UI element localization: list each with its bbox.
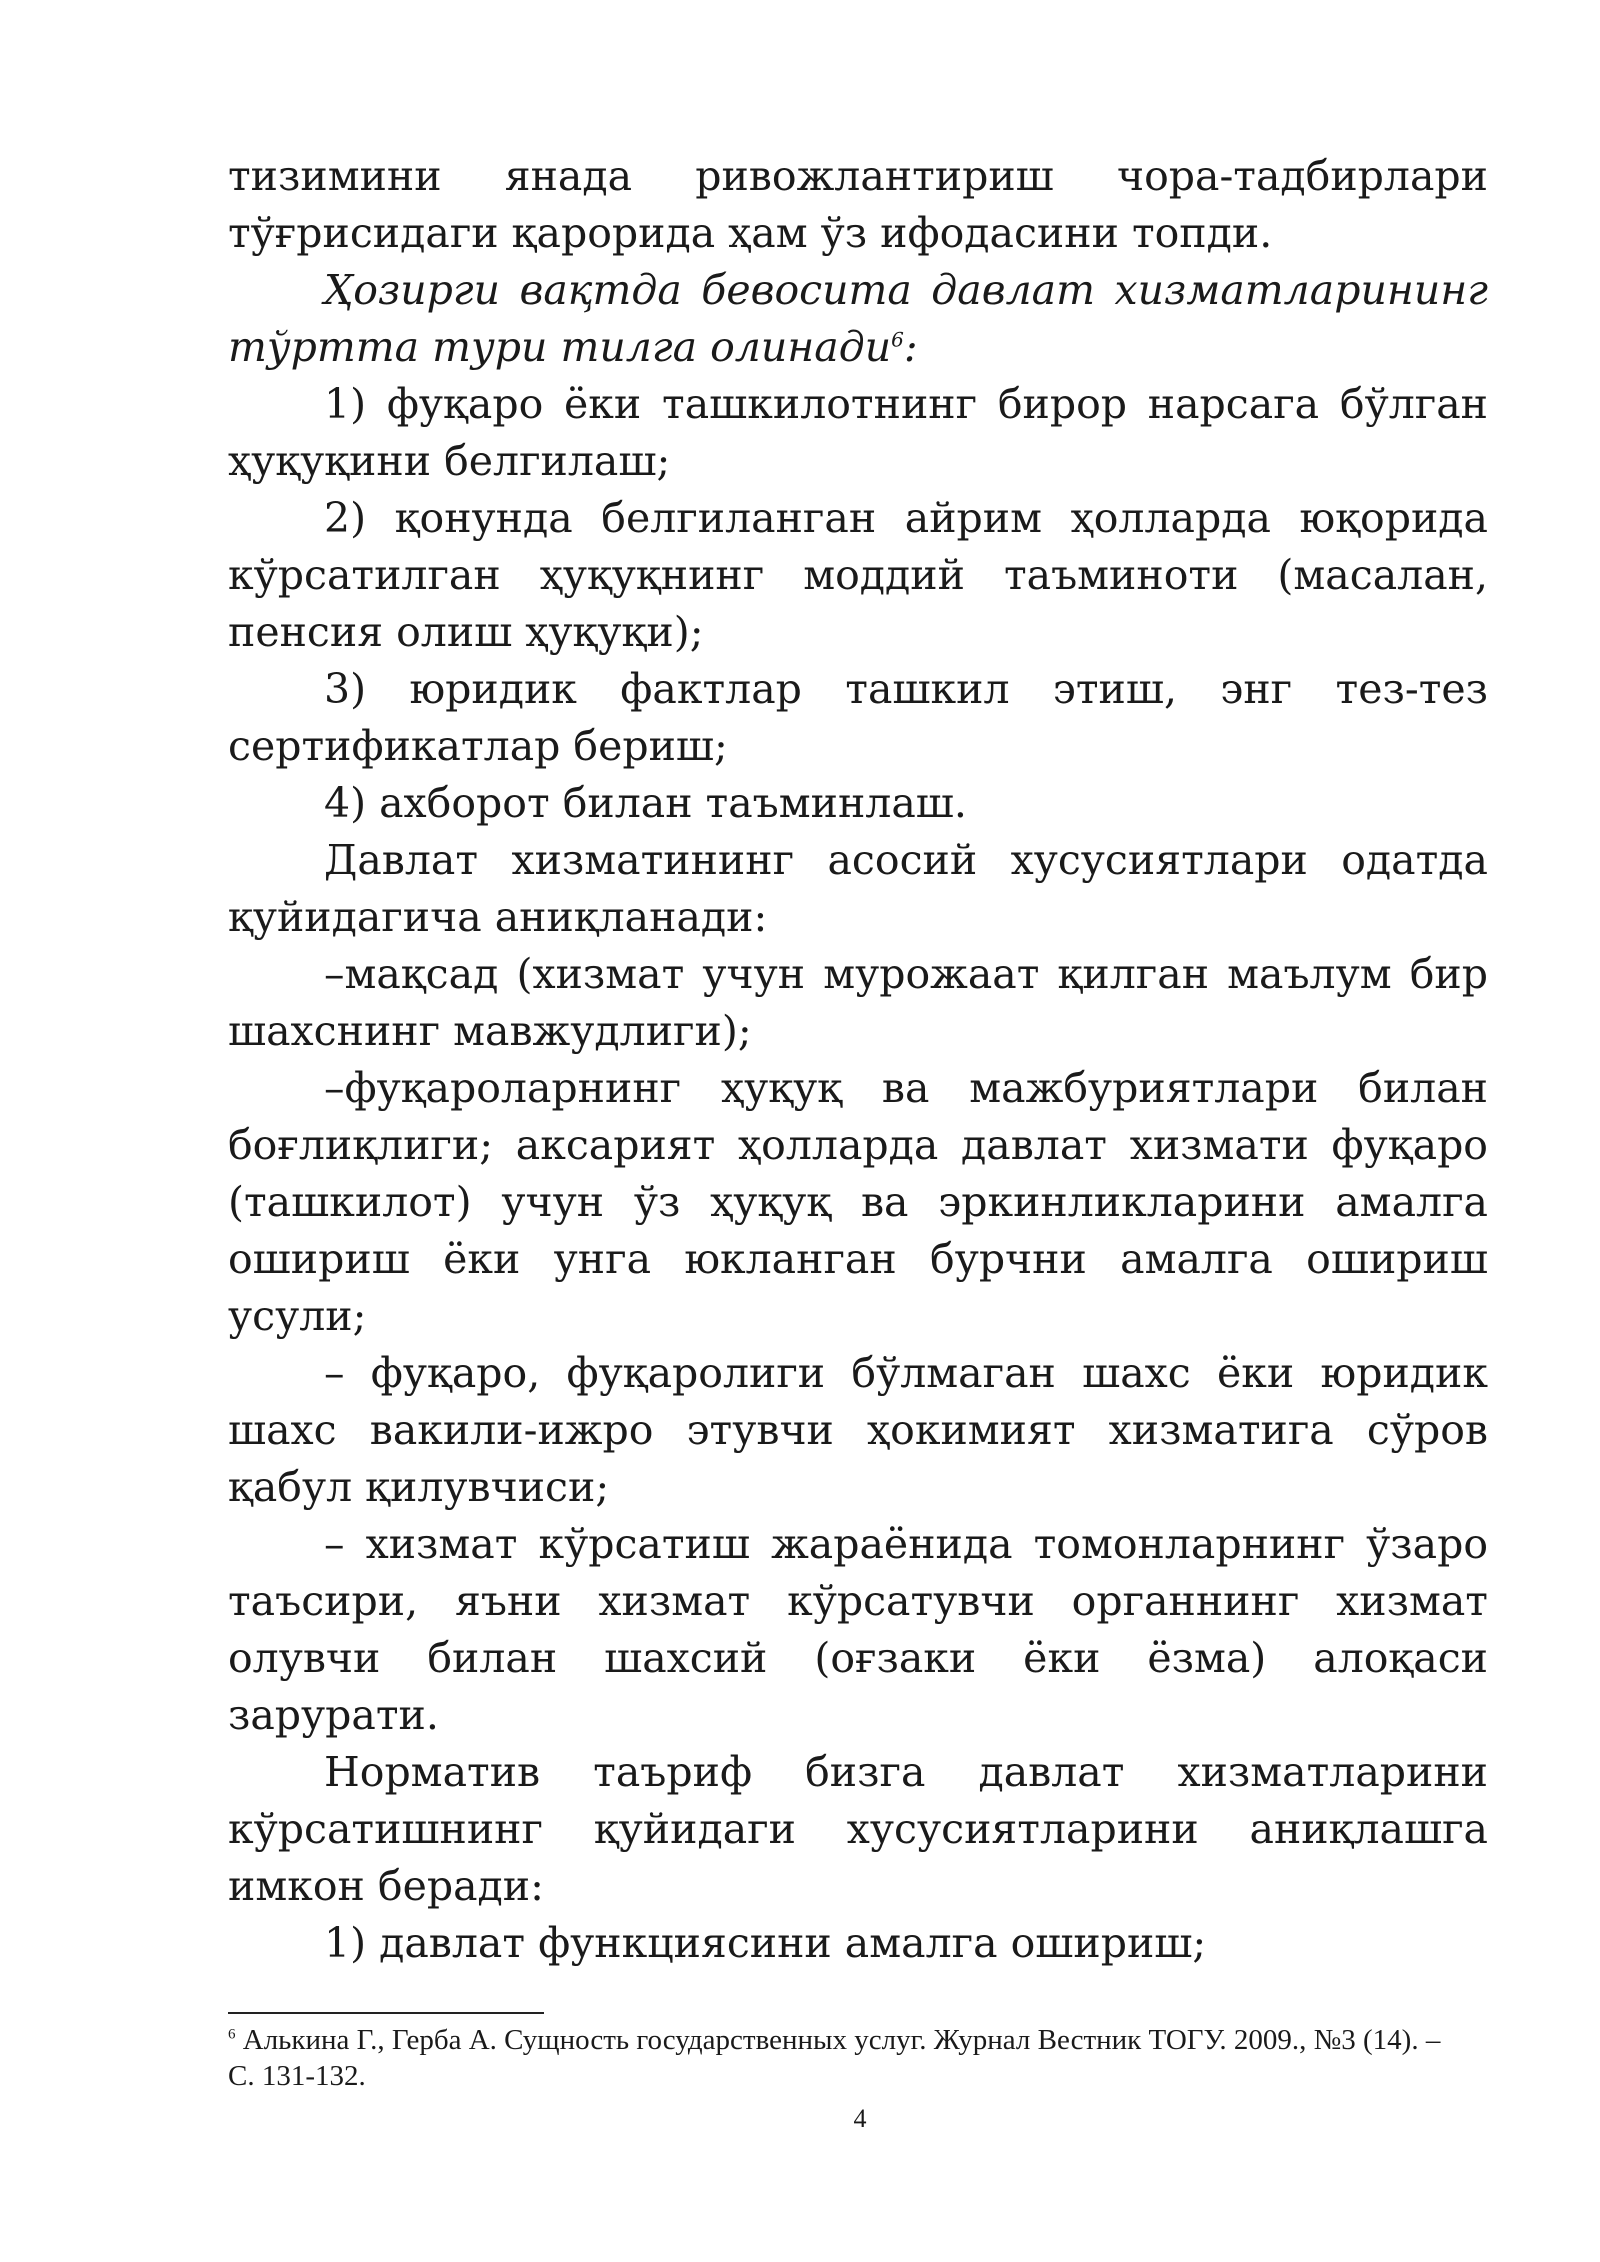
- list-item-3: 3) юридик фактлар ташкил этиш, энг тез-тез сертификатлар бериш;: [228, 665, 1488, 770]
- paragraph-italic-heading: [228, 262, 1488, 376]
- page-number: 4: [853, 2104, 867, 2133]
- list-item-2: 2) қонунда белгиланган айрим ҳолларда юқорида кўрсатилган ҳуқуқнинг моддий таъминоти (масалан, пенсия олиш ҳуқуқи);: [228, 494, 1488, 656]
- dash-item-goal: –мақсад (хизмат учун мурожаат қилган маълум бир шахснинг мавжудлиги);: [228, 950, 1488, 1055]
- footnote-text: Алькина Г., Герба А. Сущность государственных услуг. Журнал Вестник ТОГУ. 2009., №3 (14). – С. 131-132.: [228, 2024, 1441, 2092]
- footnote-separator: [228, 2012, 544, 2014]
- footnote-number: 6: [228, 2026, 236, 2043]
- footnote: [228, 2022, 1468, 2094]
- dash-item-citizen: – фуқаро, фуқаролиги бўлмаган шахс ёки юридик шахс вакили-ижро этувчи ҳокимият хизматига сўров қабул қилувчиси;: [228, 1349, 1488, 1511]
- page-body: [228, 148, 1488, 1972]
- italic-heading-text: Ҳозирги вақтда бевосита давлат хизматларининг тўртта тури тилга олинади: [228, 266, 1488, 371]
- dash-item-rights: –фуқароларнинг ҳуқуқ ва мажбуриятлари билан боғлиқлиги; аксарият ҳолларда давлат хизмати фуқаро (ташкилот) учун ўз ҳуқуқ ва эркинликларини амалга ошириш ёки унга юкланган бурчни амалга ошириш усули;: [228, 1064, 1488, 1340]
- paragraph-normative: Норматив таъриф бизга давлат хизматларини кўрсатишнинг қуйидаги хусусиятларини аниқлашга имкон беради:: [228, 1748, 1488, 1910]
- paragraph-continuation: тизимини янада ривожлантириш чора-тадбирлари тўғрисидаги қарорида ҳам ўз ифодасини топди.: [228, 152, 1488, 257]
- list-item-4: 4) ахборот билан таъминлаш.: [324, 779, 967, 827]
- paragraph-features-intro: Давлат хизматининг асосий хусусиятлари одатда қуйидагича аниқланади:: [228, 836, 1488, 941]
- list-item-1: 1) фуқаро ёки ташкилотнинг бирор нарсага бўлган ҳуқуқини белгилаш;: [228, 380, 1488, 485]
- list-item-state-function: 1) давлат функциясини амалга ошириш;: [324, 1919, 1207, 1967]
- italic-heading-colon: :: [903, 323, 918, 371]
- footnote-reference[interactable]: 6: [891, 327, 904, 352]
- dash-item-interaction: – хизмат кўрсатиш жараёнида томонларнинг ўзаро таъсири, яъни хизмат кўрсатувчи органнинг хизмат олувчи билан шахсий (оғзаки ёки ёзма) алоқаси зарурати.: [228, 1520, 1488, 1739]
